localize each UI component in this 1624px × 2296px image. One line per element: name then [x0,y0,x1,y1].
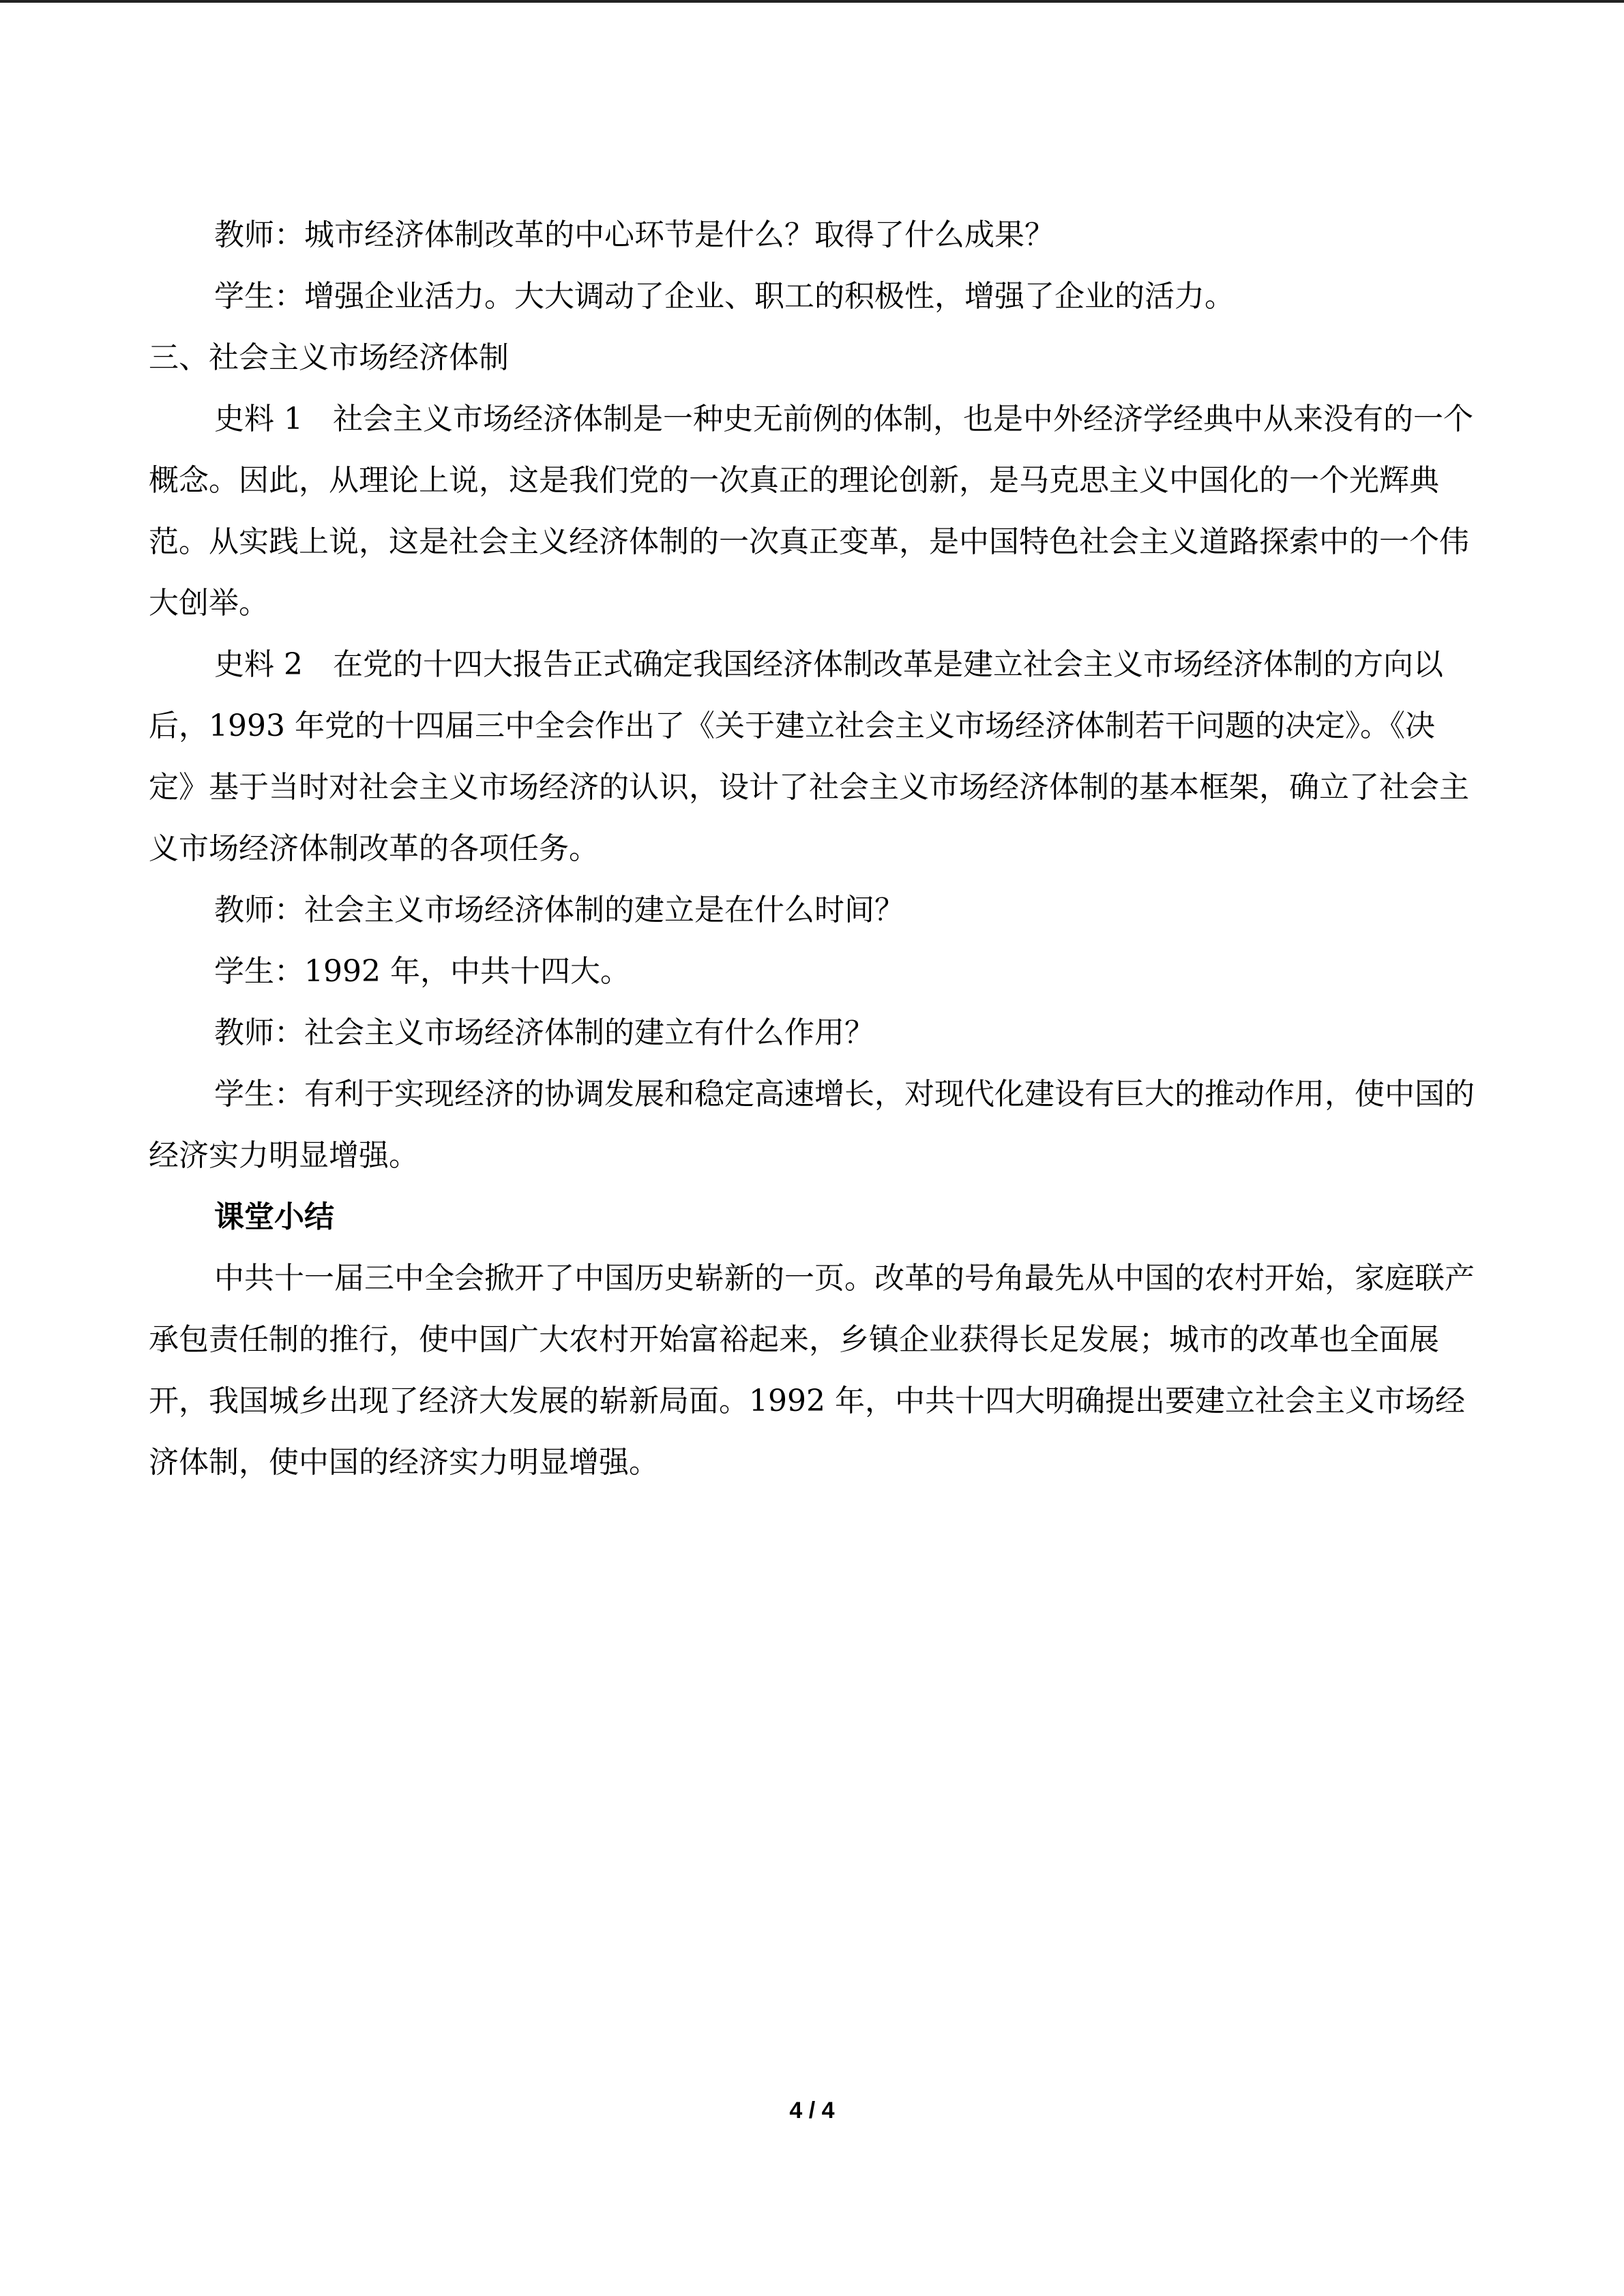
source-material-2: 史料 2 在党的十四大报告正式确定我国经济体制改革是建立社会主义市场经济体制的方向以后，1993 年党的十四届三中全会作出了《关于建立社会主义市场经济体制若干问题的决定》。《决定》基于当时对社会主义市场经济的认识，设计了社会主义市场经济体制的基本框架，确立了社会主义市场经济体制改革的各项任务。 [149,647,1469,866]
top-border-line [0,0,1624,3]
student-answer-1: 学生：增强企业活力。大大调动了企业、职工的积极性，增强了企业的活力。 [214,279,1235,314]
teacher-question-1: 教师：城市经济体制改革的中心环节是什么？取得了什么成果？ [214,218,1054,252]
page-number: 4 / 4 [789,2098,835,2123]
class-summary-text: 中共十一届三中全会掀开了中国历史崭新的一页。改革的号角最先从中国的农村开始，家庭联产承包责任制的推行，使中国广大农村开始富裕起来，乡镇企业获得长足发展；城市的改革也全面展开，我国城乡出现了经济大发展的崭新局面。1992 年，中共十四大明确提出要建立社会主义市场经济体制，使中国的经济实力明显增强。 [149,1261,1475,1480]
section-heading-3: 三、社会主义市场经济体制 [149,340,509,375]
student-answer-2: 学生：1992 年，中共十四大。 [214,954,630,989]
document-body [149,205,1477,1493]
class-summary-heading: 课堂小结 [214,1199,334,1234]
teacher-question-2: 教师：社会主义市场经济体制的建立是在什么时间？ [214,893,904,927]
teacher-question-3: 教师：社会主义市场经济体制的建立有什么作用？ [214,1015,874,1050]
source-material-1: 史料 1 社会主义市场经济体制是一种史无前例的体制，也是中外经济学经典中从来没有的一个概念。因此，从理论上说，这是我们党的一次真正的理论创新，是马克思主义中国化的一个光辉典范。从实践上说，这是社会主义经济体制的一次真正变革，是中国特色社会主义道路探索中的一个伟大创举。 [149,402,1473,621]
student-answer-3: 学生：有利于实现经济的协调发展和稳定高速增长，对现代化建设有巨大的推动作用，使中国的经济实力明显增强。 [149,1077,1475,1173]
